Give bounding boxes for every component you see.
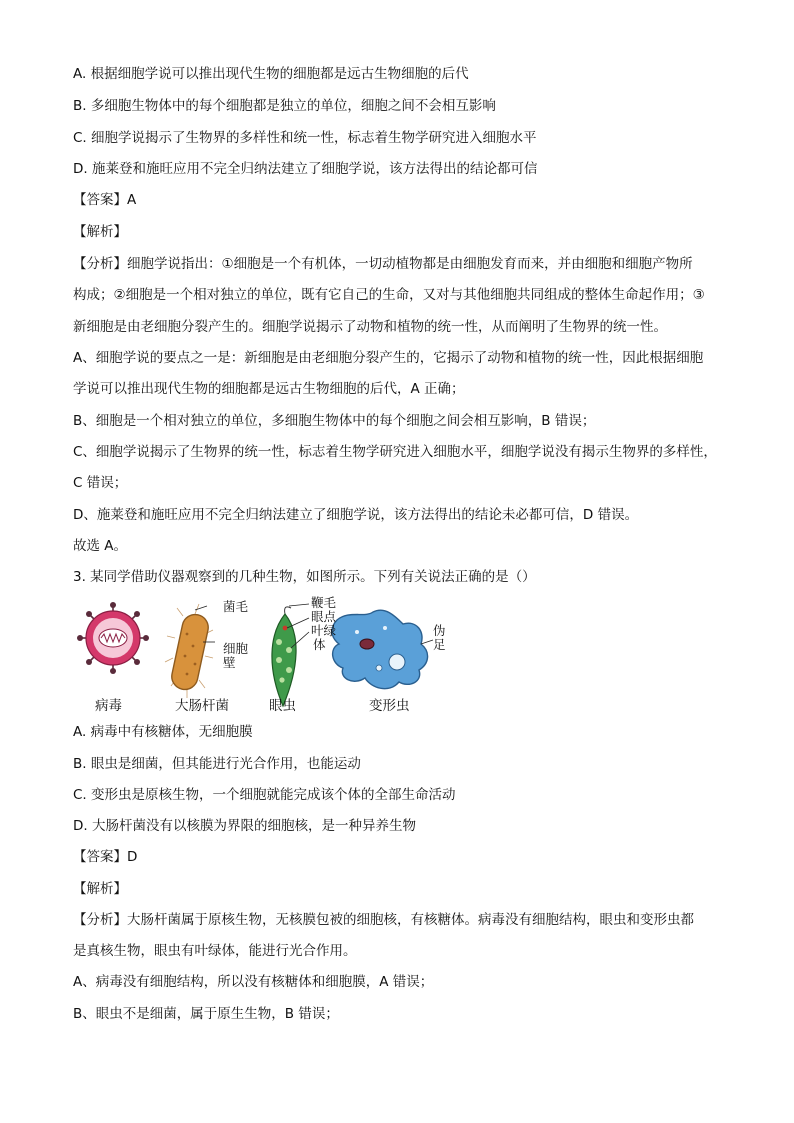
label-pseudopod-2: 足 [433,637,446,652]
q2-analysis-a-line1: A、细胞学说的要点之一是：新细胞是由老细胞分裂产生的，它揭示了动物和植物的统一性，因此根据细胞 [73,350,704,366]
q3-option-b: B. 眼虫是细菌，但其能进行光合作用，也能运动 [73,756,361,772]
q2-option-b: B. 多细胞生物体中的每个细胞都是独立的单位，细胞之间不会相互影响 [73,98,496,114]
q3-analysis-b: B、眼虫不是细菌，属于原生生物，B 错误； [73,1006,339,1022]
q2-conclusion: 故选 A。 [73,538,128,554]
label-chloroplast-2: 体 [313,637,326,652]
caption-euglena: 眼虫 [269,698,296,714]
amoeba-drawing [332,610,433,688]
q3-option-c: C. 变形虫是原核生物，一个细胞就能完成该个体的全部生命活动 [73,787,456,803]
q2-analysis-a-line2: 学说可以推出现代生物的细胞都是远古生物细胞的后代，A 正确； [73,381,465,397]
q3-option-d: D. 大肠杆菌没有以核膜为界限的细胞核，是一种异养生物 [73,818,416,834]
label-eyespot: 眼点 [311,609,337,624]
q2-option-c: C. 细胞学说揭示了生物界的多样性和统一性，标志着生物学研究进入细胞水平 [73,130,537,146]
q3-analysis-heading: 【解析】 [73,881,127,897]
q2-analysis-intro-line3: 新细胞是由老细胞分裂产生的。细胞学说揭示了动物和植物的统一性，从而阐明了生物界的统一性。 [73,319,667,335]
q3-figure [73,595,453,716]
ecoli-drawing [165,604,215,698]
virus-drawing [77,602,149,674]
label-flagellum: 鞭毛 [311,595,337,610]
q3-stem: 3. 某同学借助仪器观察到的几种生物，如图所示。下列有关说法正确的是（） [73,569,536,585]
label-wall: 壁 [223,655,236,670]
caption-amoeba: 变形虫 [369,698,410,714]
q2-option-a: A. 根据细胞学说可以推出现代生物的细胞都是远古生物细胞的后代 [73,66,469,82]
q3-answer: 【答案】D [73,849,138,865]
q3-analysis-intro-line1: 【分析】大肠杆菌属于原核生物，无核膜包被的细胞核，有核糖体。病毒没有细胞结构，眼虫和变形虫都 [73,912,694,928]
q3-analysis-intro-line2: 是真核生物，眼虫有叶绿体，能进行光合作用。 [73,943,357,959]
q2-analysis-d: D、施莱登和施旺应用不完全归纳法建立了细胞学说，该方法得出的结论未必都可信，D 错误。 [73,507,639,523]
q3-option-a: A. 病毒中有核糖体，无细胞膜 [73,724,253,740]
q2-analysis-heading: 【解析】 [73,224,127,240]
caption-ecoli: 大肠杆菌 [175,698,229,714]
q3-analysis-a: A、病毒没有细胞结构，所以没有核糖体和细胞膜，A 错误； [73,974,434,990]
q2-answer: 【答案】A [73,192,137,208]
q2-analysis-intro-line1: 【分析】细胞学说指出：①细胞是一个有机体，一切动植物都是由细胞发育而来，并由细胞和细胞产物所 [73,256,693,272]
caption-virus: 病毒 [95,698,122,714]
label-pili: 菌毛 [223,599,249,614]
q2-analysis-c-line2: C 错误； [73,475,128,491]
euglena-drawing [272,604,309,706]
q2-analysis-b: B、细胞是一个相对独立的单位，多细胞生物体中的每个细胞之间会相互影响，B 错误； [73,413,596,429]
label-chloroplast-1: 叶绿 [311,623,337,638]
q2-analysis-c-line1: C、细胞学说揭示了生物界的统一性，标志着生物学研究进入细胞水平，细胞学说没有揭示生物界的多样性， [73,444,717,460]
label-cell: 细胞 [223,641,249,656]
label-pseudopod-1: 伪 [433,623,446,638]
q2-option-d: D. 施莱登和施旺应用不完全归纳法建立了细胞学说，该方法得出的结论都可信 [73,161,538,177]
q2-analysis-intro-line2: 构成；②细胞是一个相对独立的单位，既有它自己的生命，又对与其他细胞共同组成的整体生命起作用；③ [73,287,705,303]
